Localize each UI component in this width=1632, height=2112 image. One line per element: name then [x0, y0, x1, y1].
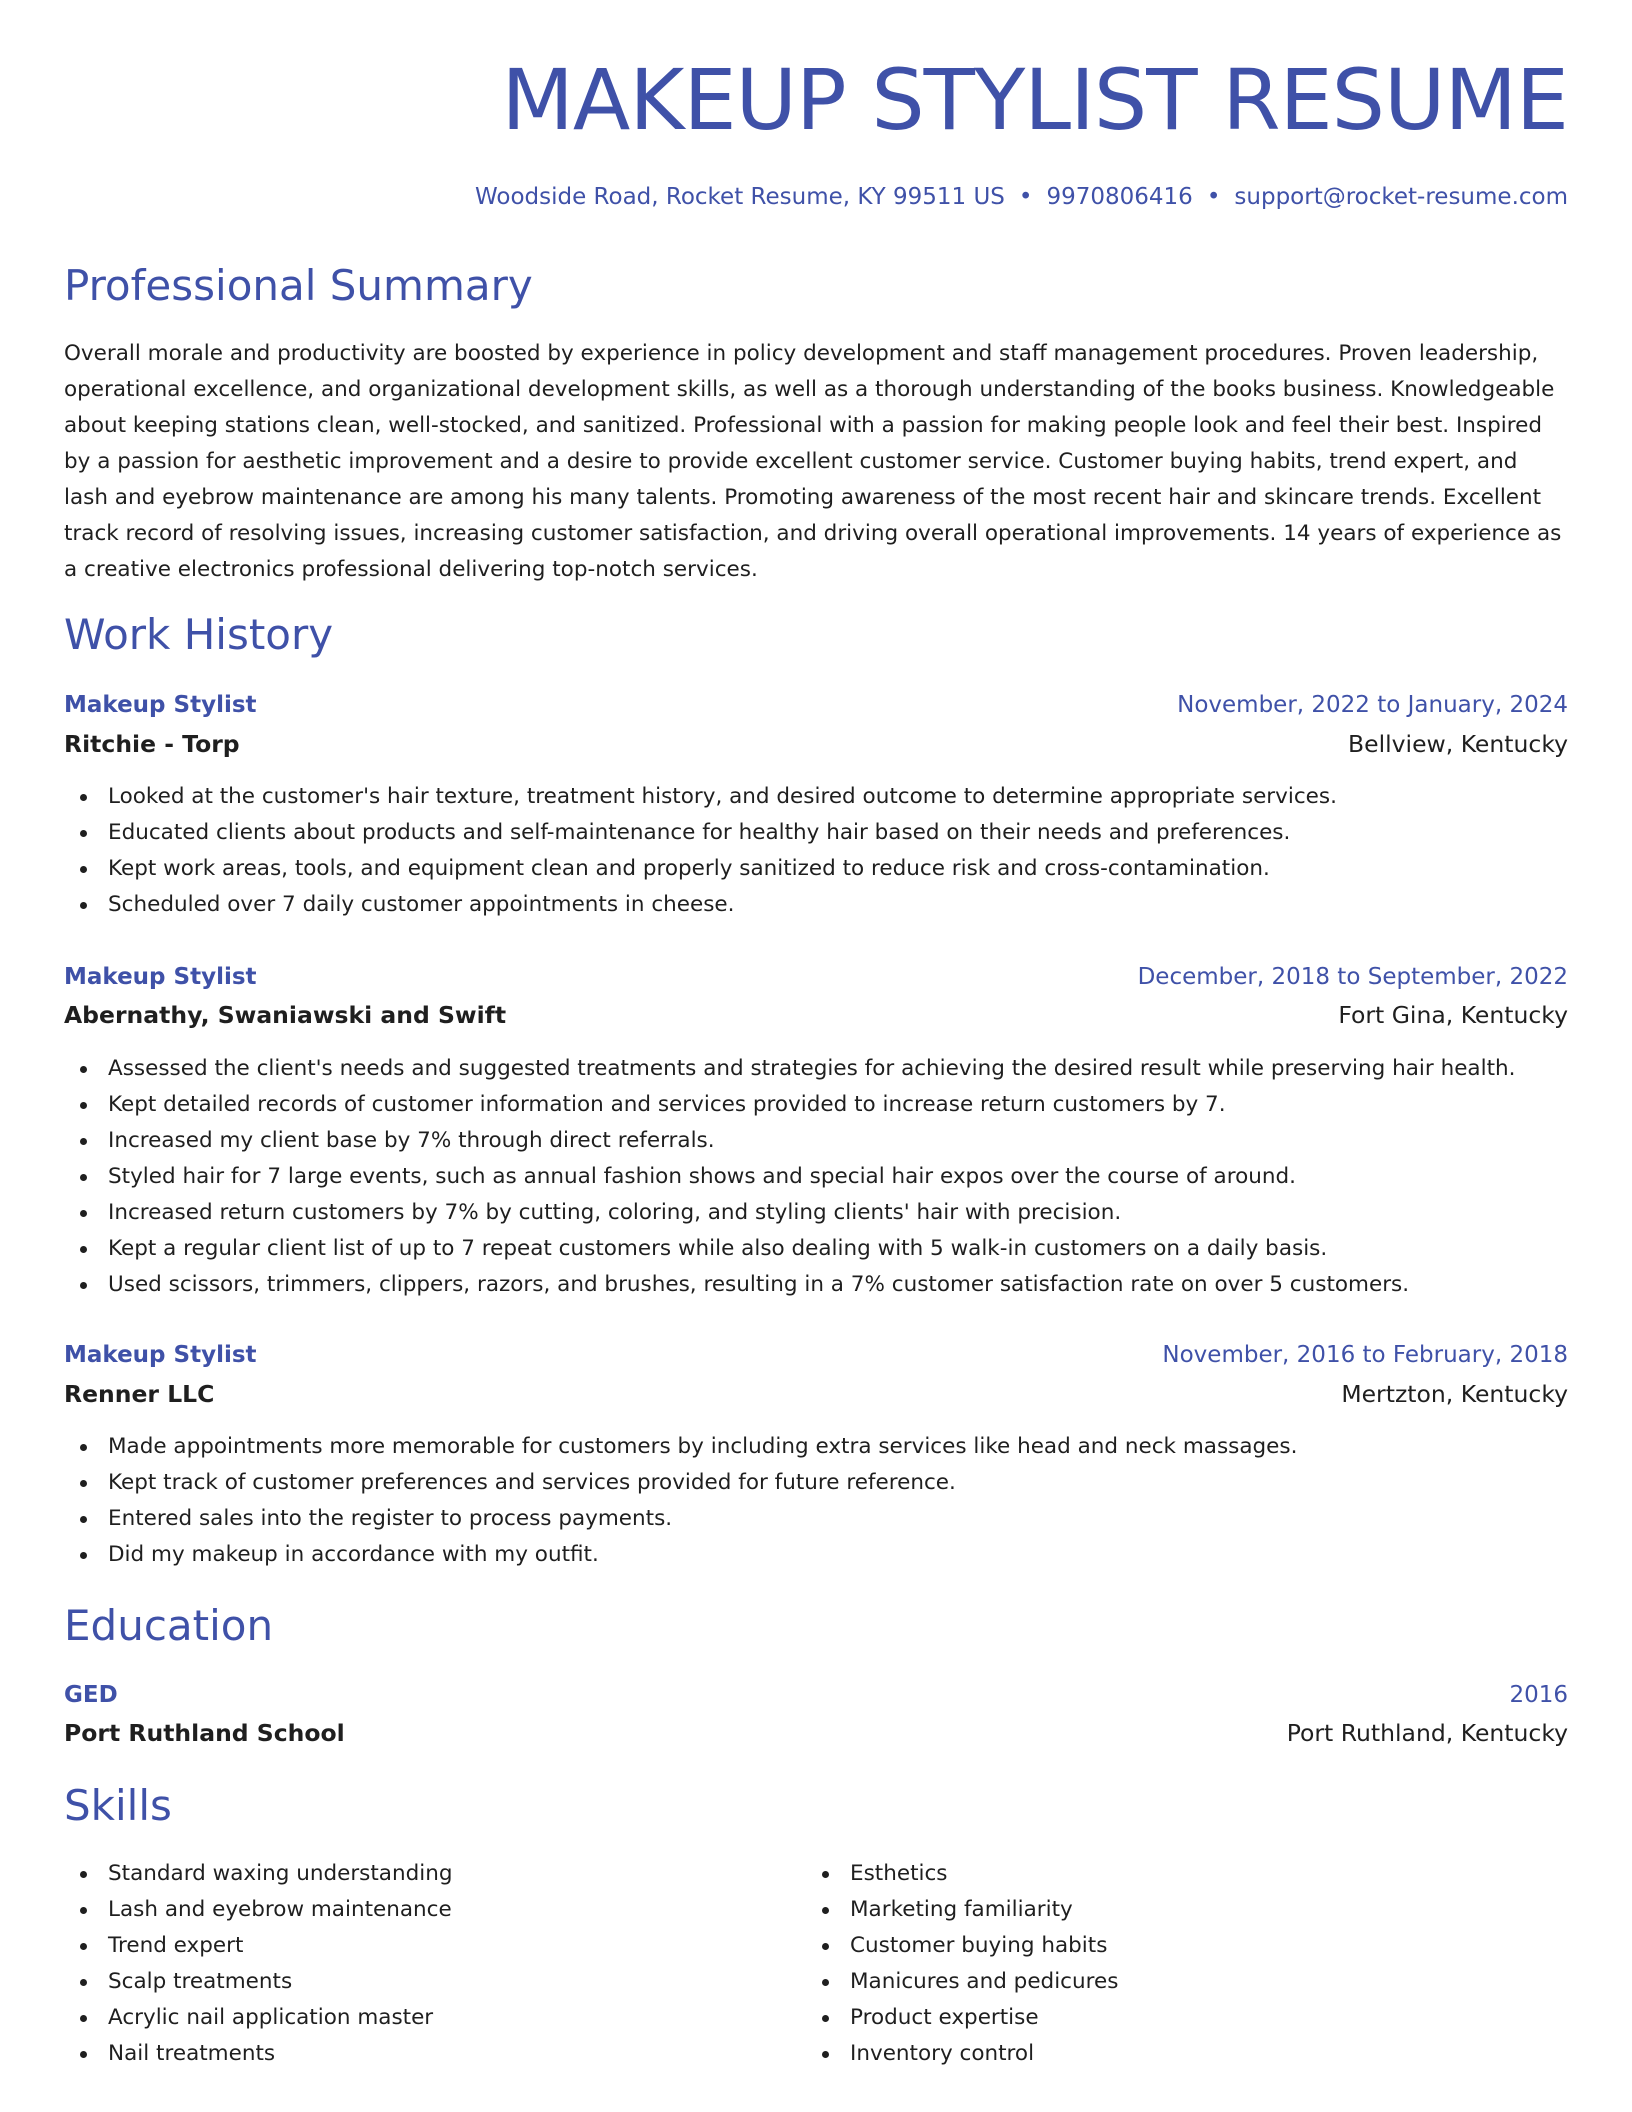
job-bullet-list [64, 1051, 1568, 1303]
job-subheader [64, 1378, 1568, 1410]
job-company: Renner LLC [64, 1380, 215, 1408]
education-subheader [64, 1717, 1568, 1749]
section-title-education: Education [64, 1601, 274, 1650]
skill-item: Trend expert [64, 1928, 764, 1964]
skill-item: Lash and eyebrow maintenance [64, 1892, 764, 1928]
contact-phone: 9970806416 [1046, 184, 1193, 210]
skills-list-left [64, 1856, 764, 2072]
education-school: Port Ruthland School [64, 1719, 345, 1747]
skill-item: Marketing familiarity [806, 1892, 1506, 1928]
skill-item: Nail treatments [64, 2036, 764, 2072]
job-bullet: Scheduled over 7 daily customer appointments in cheese. [64, 887, 1568, 923]
job-header [64, 689, 1568, 721]
contact-email: support@rocket-resume.com [1234, 184, 1568, 210]
skill-item: Product expertise [806, 2000, 1506, 2036]
job-bullet: Made appointments more memorable for customers by including extra services like head and neck massages. [64, 1429, 1568, 1465]
job-role: Makeup Stylist [64, 964, 257, 990]
job-header [64, 1339, 1568, 1371]
skills-list-right [806, 1856, 1506, 2072]
skill-item: Customer buying habits [806, 1928, 1506, 1964]
education-header [64, 1679, 1568, 1711]
section-title-work-history: Work History [64, 610, 334, 659]
job-role: Makeup Stylist [64, 692, 257, 718]
job-dates: November, 2022 to January, 2024 [1177, 692, 1568, 718]
job-bullet-list [64, 1429, 1568, 1573]
job-bullet-list [64, 779, 1568, 923]
section-title-skills: Skills [64, 1781, 172, 1830]
education-location: Port Ruthland, Kentucky [1286, 1719, 1568, 1747]
skill-item: Acrylic nail application master [64, 2000, 764, 2036]
job-dates: December, 2018 to September, 2022 [1137, 964, 1568, 990]
job-bullet: Entered sales into the register to process payments. [64, 1501, 1568, 1537]
education-degree: GED [64, 1682, 118, 1708]
job-bullet: Increased return customers by 7% by cutting, coloring, and styling clients' hair with precision. [64, 1195, 1568, 1231]
skill-item: Manicures and pedicures [806, 1964, 1506, 2000]
summary-text: Overall morale and productivity are boosted by experience in policy development and staff management procedures. Proven leadership, operational excellence, and organizational development skills, as well as a thorough understanding of the books business. Knowledgeable about keeping stations clean, well-stocked, and sanitized. Professional with a passion for making people look and feel their best. Inspired by a passion for aesthetic improvement and a desire to provide excellent customer service. Customer buying habits, trend expert, and lash and eyebrow maintenance are among his many talents. Promoting awareness of the most recent hair and skincare trends. Excellent track record of resolving issues, increasing customer satisfaction, and driving overall operational improvements. 14 years of experience as a creative electronics professional delivering top-notch services. [64, 341, 1562, 582]
skill-item: Standard waxing understanding [64, 1856, 764, 1892]
contact-separator: • [1018, 184, 1033, 210]
resume-title: MAKEUP STYLIST RESUME [501, 51, 1568, 149]
job-subheader [64, 999, 1568, 1031]
contact-address: Woodside Road, Rocket Resume, KY 99511 US [474, 184, 1005, 210]
job-bullet: Assessed the client's needs and suggested treatments and strategies for achieving the desired result while preserving hair health. [64, 1051, 1568, 1087]
skill-item: Inventory control [806, 2036, 1506, 2072]
contact-line [475, 183, 1568, 211]
job-subheader [64, 728, 1568, 760]
job-bullet: Used scissors, trimmers, clippers, razors, and brushes, resulting in a 7% customer satisfaction rate on over 5 customers. [64, 1267, 1568, 1303]
job-bullet: Kept a regular client list of up to 7 repeat customers while also dealing with 5 walk-in customers on a daily basis. [64, 1231, 1568, 1267]
job-location: Fort Gina, Kentucky [1338, 1001, 1568, 1029]
job-company: Ritchie - Torp [64, 730, 240, 758]
job-bullet: Kept work areas, tools, and equipment clean and properly sanitized to reduce risk and cross-contamination. [64, 851, 1568, 887]
job-bullet: Educated clients about products and self-maintenance for healthy hair based on their needs and preferences. [64, 815, 1568, 851]
job-company: Abernathy, Swaniawski and Swift [64, 1001, 507, 1029]
job-role: Makeup Stylist [64, 1342, 257, 1368]
job-location: Mertzton, Kentucky [1341, 1380, 1568, 1408]
education-year: 2016 [1509, 1682, 1568, 1708]
job-bullet: Looked at the customer's hair texture, treatment history, and desired outcome to determine appropriate services. [64, 779, 1568, 815]
job-bullet: Kept detailed records of customer information and services provided to increase return customers by 7. [64, 1087, 1568, 1123]
resume-page [64, 0, 1568, 2112]
section-title-summary: Professional Summary [64, 261, 533, 310]
job-bullet: Did my makeup in accordance with my outfit. [64, 1537, 1568, 1573]
skill-item: Esthetics [806, 1856, 1506, 1892]
contact-separator: • [1206, 184, 1221, 210]
job-location: Bellview, Kentucky [1348, 730, 1568, 758]
skill-item: Scalp treatments [64, 1964, 764, 2000]
job-dates: November, 2016 to February, 2018 [1162, 1342, 1568, 1368]
job-bullet: Kept track of customer preferences and services provided for future reference. [64, 1465, 1568, 1501]
job-header [64, 961, 1568, 993]
job-bullet: Styled hair for 7 large events, such as annual fashion shows and special hair expos over the course of around. [64, 1159, 1568, 1195]
job-bullet: Increased my client base by 7% through direct referrals. [64, 1123, 1568, 1159]
